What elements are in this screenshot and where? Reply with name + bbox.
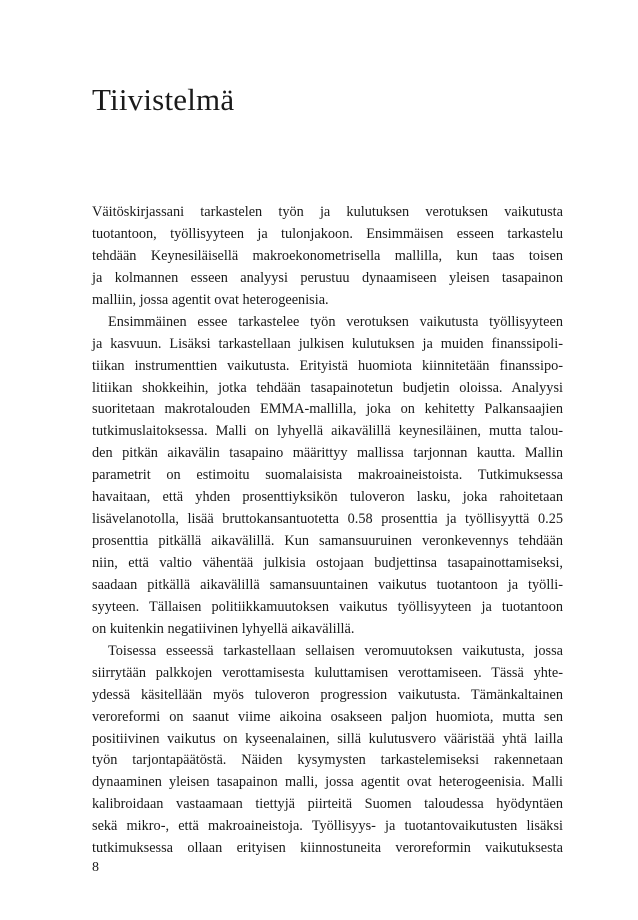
text-line: sekä mikro-, että makroaineistoja. Työllisyys- ja tuotantovaikutusten lisäksi <box>92 818 563 835</box>
text-line: työn tarjontapäätöstä. Näiden kysymysten tarkastelemiseksi rakennetaan <box>92 752 563 769</box>
text-line: havaitaan, että yhden prosenttiyksikön tuloveron lasku, joka rahoitetaan <box>92 489 563 506</box>
text-line: Väitöskirjassani tarkastelen työn ja kulutuksen verotuksen vaikutusta <box>92 204 563 220</box>
text-line: veroreformi on saanut viime aikoina osakseen paljon huomiota, mutta sen <box>92 708 563 725</box>
text-line: niin, että valtio vähentää julkisia ostojaan budjettinsa tasapainottamiseksi, <box>92 555 563 571</box>
text-line: prosenttia pitkällä aikavälillä. Kun samansuuruinen veronkevennys tehdään <box>92 533 563 550</box>
text-line: syyteen. Tällaisen politiikkamuutoksen vaikutus työllisyyteen ja tuotantoon <box>92 598 563 615</box>
text-line: lisävelanotolla, lisää bruttokansantuotetta 0.58 prosenttia ja työllisyyttä 0.25 <box>92 511 563 528</box>
text-line: tuotantoon, työllisyyteen ja tulonjakoon. Ensimmäisen esseen tarkastelu <box>92 225 563 242</box>
text-line: ja kolmannen esseen analyysi perustuu dynaamiseen yleisen tasapainon <box>92 269 563 286</box>
text-line: parametrit on estimoitu suomalaisista makroaineistoista. Tutkimuksessa <box>92 467 563 484</box>
text-line: suoritetaan makrotalouden EMMA-mallilla, joka on kehitetty Palkansaajien <box>92 401 563 418</box>
page-title: Tiivistelmä <box>92 82 235 117</box>
text-line: tutkimuksessa ollaan erityisen kiinnostuneita veroreformin vaikutuksesta <box>92 840 563 857</box>
text-line: dynaaminen yleisen tasapainon malli, jossa agentit ovat heterogeenisia. Malli <box>92 774 563 791</box>
body-text <box>92 202 563 860</box>
page-number: 8 <box>92 860 99 875</box>
text-line: tutkimuslaitoksessa. Malli on lyhyellä aikavälillä keynesiläinen, mutta talou- <box>92 423 563 440</box>
text-line: tiikan instrumenttien vaikutusta. Erityistä huomiota kiinnitetään finanssipo- <box>92 357 563 374</box>
text-line: Ensimmäinen essee tarkastelee työn verotuksen vaikutusta työllisyyteen <box>108 313 563 330</box>
text-line: on kuitenkin negatiivinen lyhyellä aikavälillä. <box>92 620 355 637</box>
text-line: positiivinen vaikutus on kyseenalainen, sillä kulutusvero vääristää yhtä lailla <box>92 730 563 747</box>
text-line: Toisessa esseessä tarkastellaan sellaisen veromuutoksen vaikutusta, jossa <box>108 642 563 659</box>
text-line: siirrytään palkkojen verottamisesta kuluttamisen verottamiseen. Tässä yhte- <box>92 664 563 681</box>
text-line: saadaan pitkällä aikavälillä samansuuntainen vaikutus tuotantoon ja työlli- <box>92 576 563 593</box>
text-line: malliin, jossa agentit ovat heterogeenisia. <box>92 291 329 308</box>
text-line: ydessä käsitellään myös tuloveron progression vaikutusta. Tämänkaltainen <box>92 686 563 703</box>
text-line: den pitkän aikavälin tasapaino määrittyy mallissa tarjonnan kautta. Mallin <box>92 445 563 462</box>
text-line: ja kasvuun. Lisäksi tarkastellaan julkisen kulutuksen ja muiden finanssipoli- <box>92 335 563 352</box>
text-line: tehdään Keynesiläisellä makroekonometrisella mallilla, kun taas toisen <box>92 247 563 264</box>
text-line: litiikan shokkeihin, jotka tehdään tasapainotetun budjetin oloissa. Analyysi <box>92 379 563 396</box>
text-line: kalibroidaan vastaamaan tiettyjä piirteitä Suomen taloudessa hyödyntäen <box>92 796 563 813</box>
